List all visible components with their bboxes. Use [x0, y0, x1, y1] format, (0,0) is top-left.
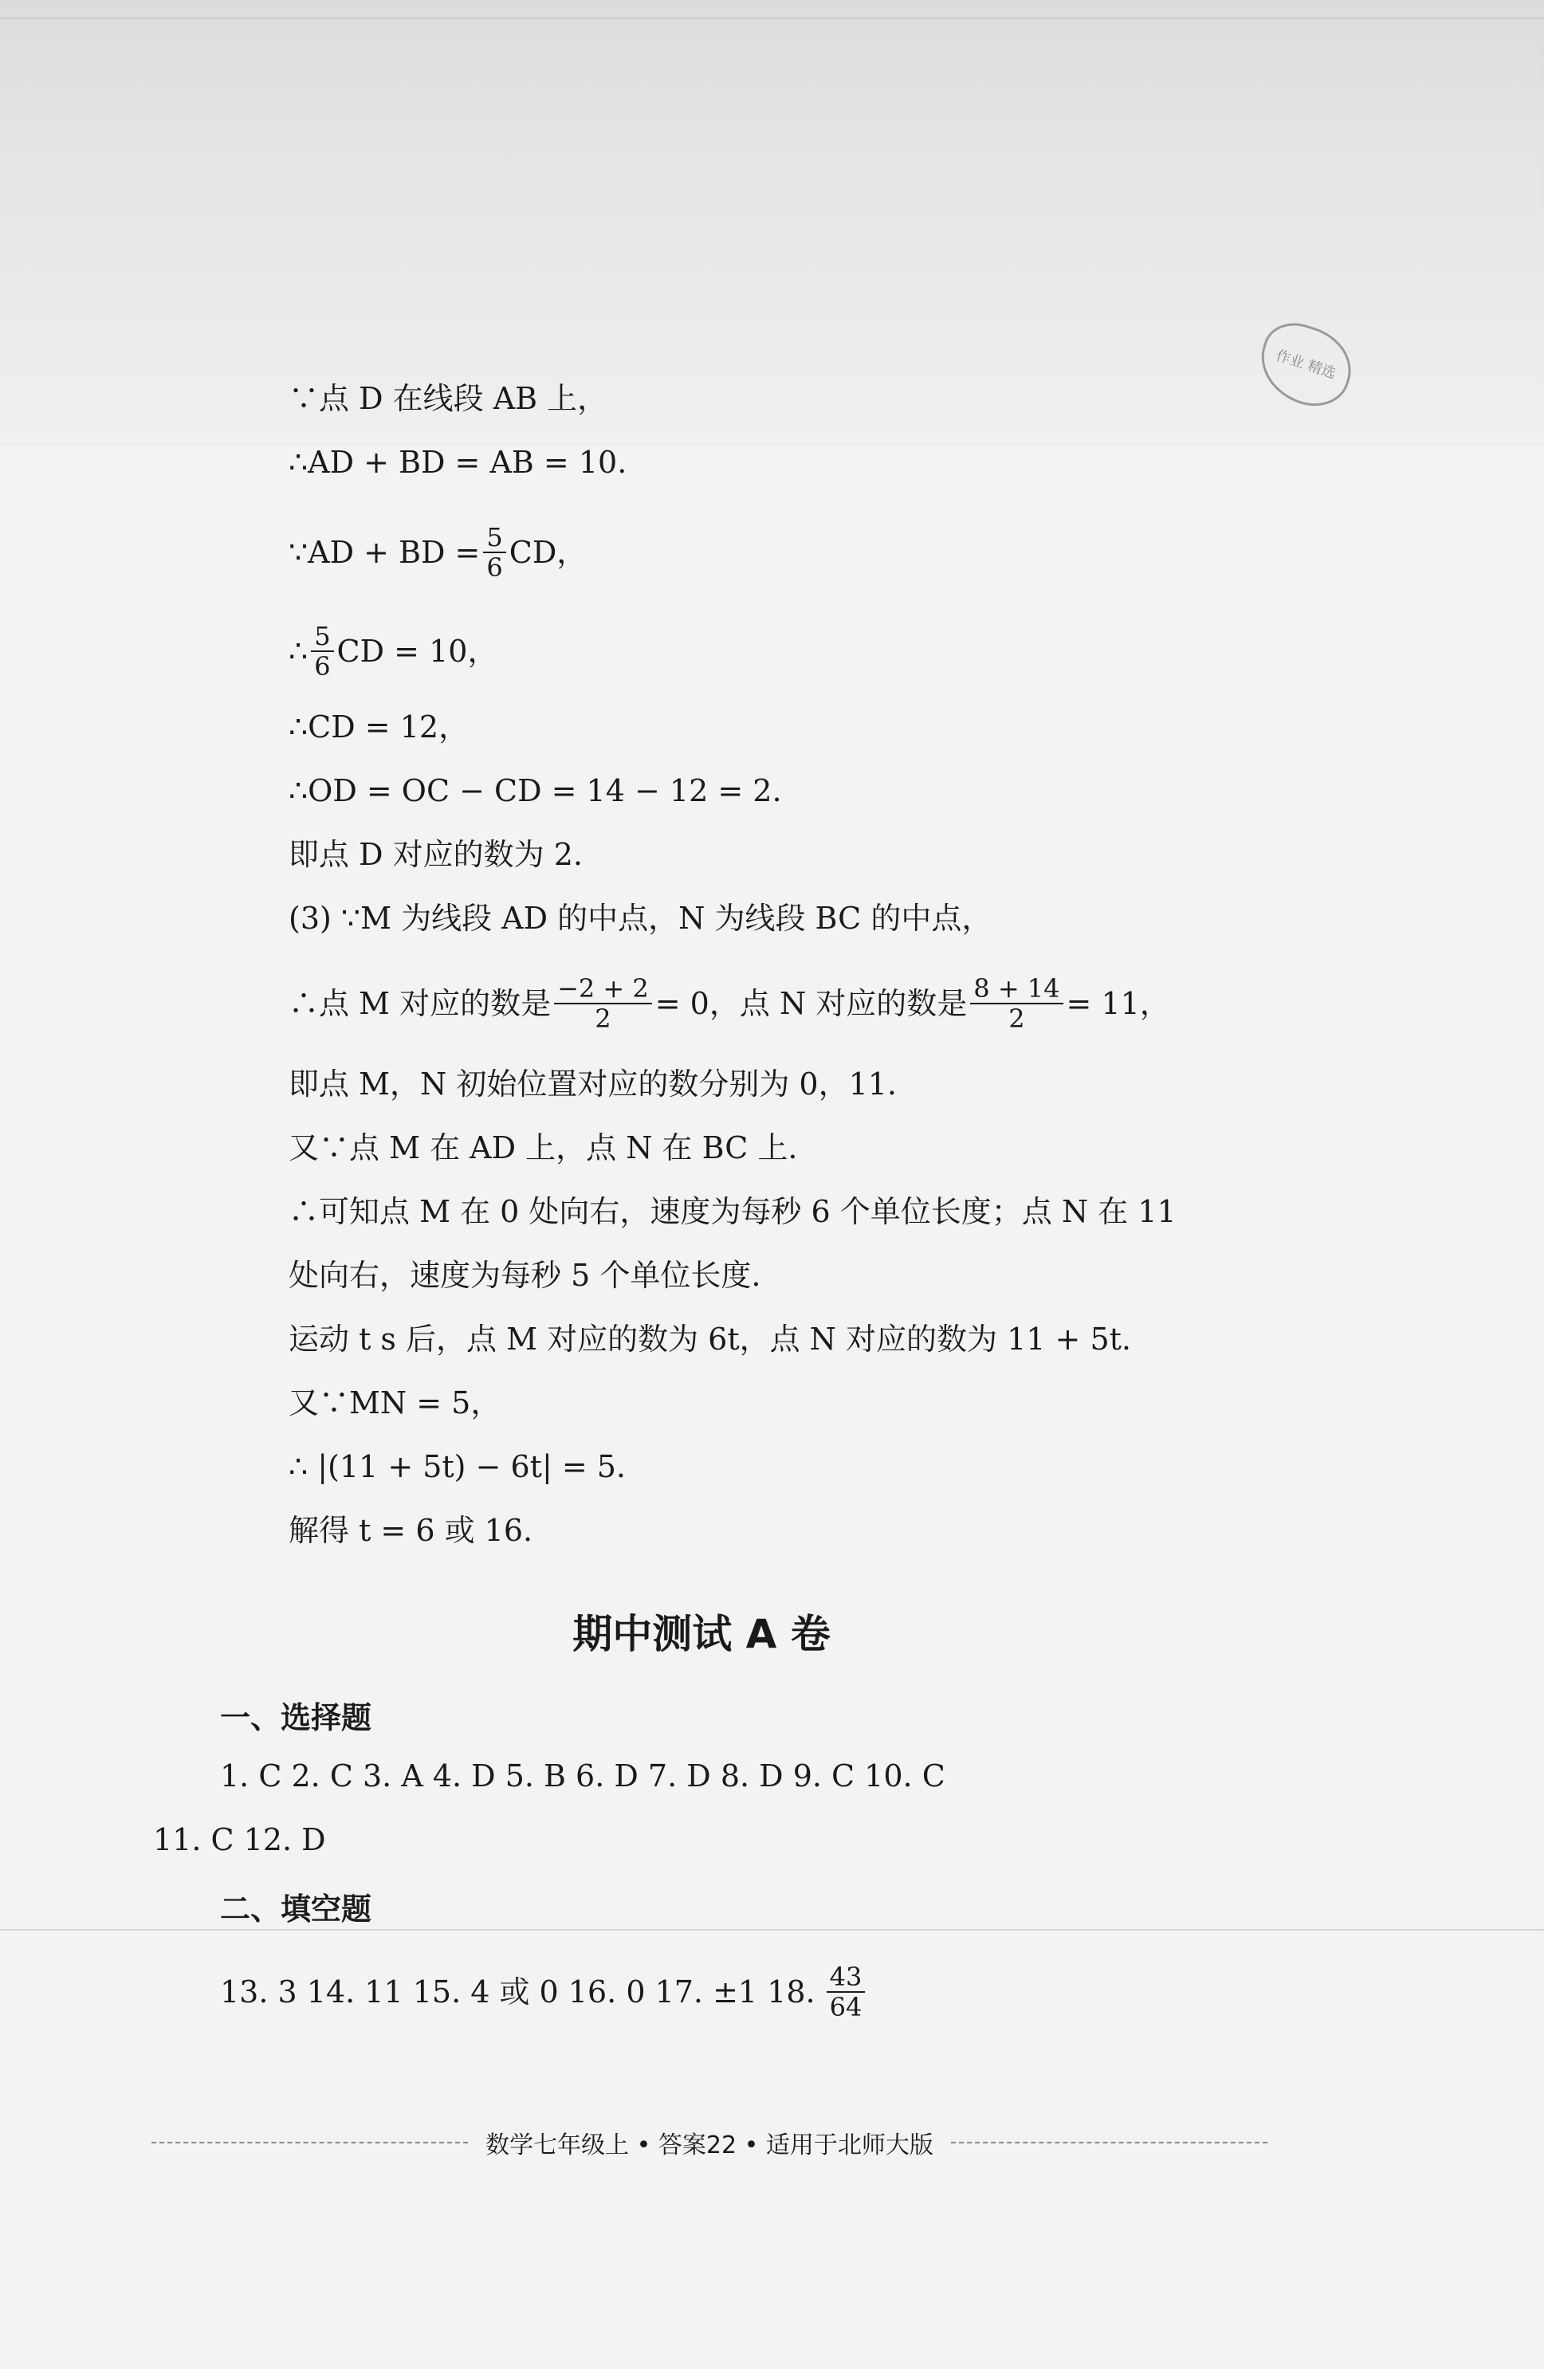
solution-line-6: ∴OD = OC − CD = 14 − 12 = 2. — [289, 773, 782, 808]
fraction-5-6 — [483, 523, 505, 582]
fraction-43-64 — [827, 1962, 866, 2021]
section-choice-heading: 一、选择题 — [220, 1700, 372, 1735]
solution-line-13: 处向右，速度为每秒 5 个单位长度. — [289, 1258, 761, 1293]
l9-c: = 11， — [1066, 986, 1170, 1021]
solution-line-14: 运动 t s 后，点 M 对应的数为 6t，点 N 对应的数为 11 + 5t. — [289, 1322, 1131, 1357]
page-footer — [151, 2125, 1267, 2160]
solution-line-2: ∴AD + BD = AB = 10. — [289, 445, 627, 480]
footer-dash-right — [951, 2142, 1267, 2143]
solution-line-5: ∴CD = 12， — [289, 709, 470, 744]
solution-line-10: 即点 M，N 初始位置对应的数分别为 0，11. — [289, 1067, 898, 1102]
fill-answers-line — [220, 1962, 868, 2021]
choice-answers-line-2: 11. C 12. D — [153, 1822, 326, 1857]
footer-text: 数学七年级上 • 答案22 • 适用于北师大版 — [485, 2131, 933, 2159]
choice-answers-line-1: 1. C 2. C 3. A 4. D 5. B 6. D 7. D 8. D 9. C 10. C — [220, 1758, 945, 1793]
l9-b: = 0，点 N 对应的数是 — [654, 986, 968, 1021]
fraction-numerator: −2 + 2 — [554, 974, 652, 1004]
fraction-denominator: 6 — [314, 651, 331, 682]
solution-line-15: 又∵MN = 5， — [289, 1385, 501, 1420]
section-fill-heading: 二、填空题 — [220, 1892, 372, 1927]
solution-line-17: 解得 t = 6 或 16. — [289, 1513, 533, 1548]
fraction-numerator: 5 — [483, 523, 505, 553]
crease-line — [0, 1929, 1544, 1931]
fraction-denominator: 2 — [1008, 1004, 1025, 1034]
solution-line-9 — [289, 974, 1170, 1033]
l9-a: ∴点 M 对应的数是 — [289, 986, 552, 1021]
l3-pre: ∵AD + BD = — [289, 535, 481, 570]
fraction-5-6 — [311, 622, 333, 681]
l3-post: CD， — [509, 535, 588, 570]
solution-line-1: ∵点 D 在线段 AB 上， — [289, 381, 608, 416]
top-rule — [0, 18, 1544, 19]
stamp-text: 作业 精选 — [1273, 347, 1338, 383]
l4-post: CD = 10， — [336, 634, 498, 669]
footer-dash-left — [151, 2142, 468, 2143]
fraction-numerator: 43 — [827, 1962, 866, 1993]
solution-line-7: 即点 D 对应的数为 2. — [289, 837, 583, 872]
fraction-numerator: 8 + 14 — [970, 974, 1063, 1004]
l4-pre: ∴ — [289, 634, 308, 669]
fraction-numerator: 5 — [311, 622, 333, 652]
fill-answers-text: 13. 3 14. 11 15. 4 或 0 16. 0 17. ±1 18. — [220, 1974, 815, 2010]
solution-line-3 — [289, 523, 587, 582]
fraction-midpoint-m — [554, 974, 652, 1033]
solution-line-12: ∴可知点 M 在 0 处向右，速度为每秒 6 个单位长度；点 N 在 11 — [289, 1194, 1177, 1229]
solution-line-16: ∴ |(11 + 5t) − 6t| = 5. — [289, 1449, 627, 1484]
fraction-denominator: 6 — [486, 552, 503, 583]
fraction-denominator: 64 — [829, 1992, 863, 2022]
solution-line-4 — [289, 622, 497, 681]
solution-line-11: 又∵点 M 在 AD 上，点 N 在 BC 上. — [289, 1130, 798, 1165]
fraction-denominator: 2 — [595, 1004, 611, 1034]
exam-title: 期中测试 A 卷 — [572, 1611, 831, 1657]
fraction-midpoint-n — [970, 974, 1063, 1033]
page-edge — [1544, 0, 1568, 2369]
solution-line-8: (3) ∵M 为线段 AD 的中点，N 为线段 BC 的中点， — [289, 901, 992, 936]
